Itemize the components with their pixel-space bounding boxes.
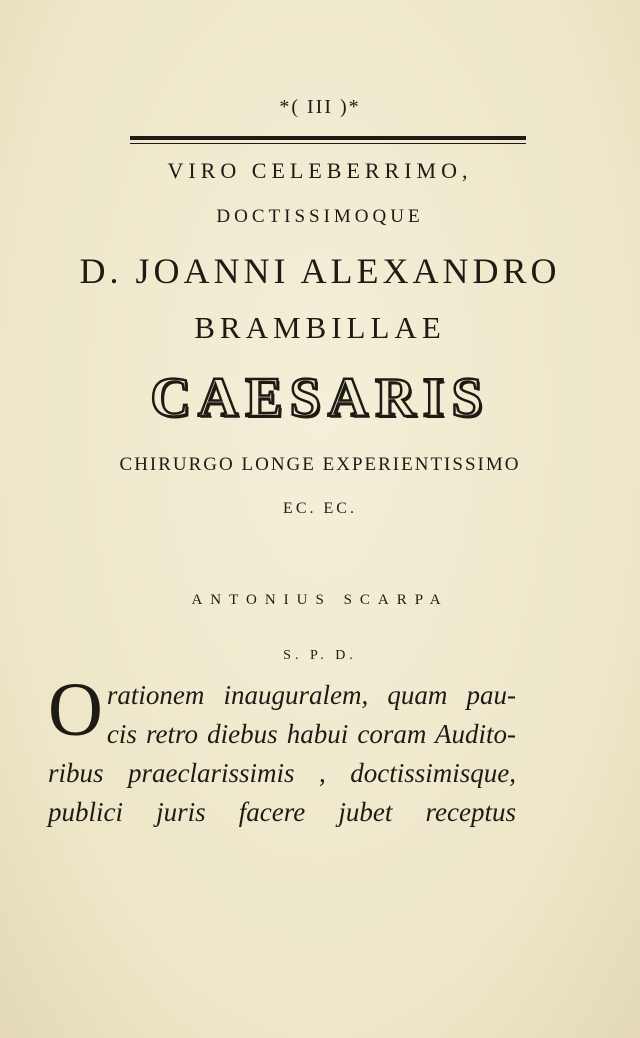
body-line-1: rationem inauguralem, quam pau-	[106, 680, 516, 710]
header-rule-thin	[130, 143, 526, 144]
author-salutation: S. P. D.	[283, 648, 357, 663]
body-line-4: publici juris facere jubet receptus	[48, 797, 516, 827]
dedication-line-4: BRAMBILLAE	[194, 310, 446, 345]
dedication-line-7: EC. EC.	[283, 500, 357, 517]
dedication-line-3: D. JOANNI ALEXANDRO	[79, 251, 561, 291]
body-line-3: ribus praeclarissimis , doctissimisque,	[48, 758, 516, 788]
header-rule-thick	[130, 136, 526, 140]
dedication-line-6: CHIRURGO LONGE EXPERIENTISSIMO	[119, 454, 521, 475]
author-name: ANTONIUS SCARPA	[191, 592, 449, 608]
dedication-line-5-ornate: CAESARIS	[150, 367, 490, 429]
drop-cap: O	[48, 668, 103, 752]
body-paragraph	[48, 668, 516, 832]
dedication-line-2: DOCTISSIMOQUE	[216, 206, 424, 227]
dedication-line-1: VIRO CELEBERRIMO,	[167, 158, 473, 183]
body-line-2: cis retro diebus habui coram Audito-	[106, 719, 516, 749]
page-number-header: *( III )*	[279, 96, 361, 118]
